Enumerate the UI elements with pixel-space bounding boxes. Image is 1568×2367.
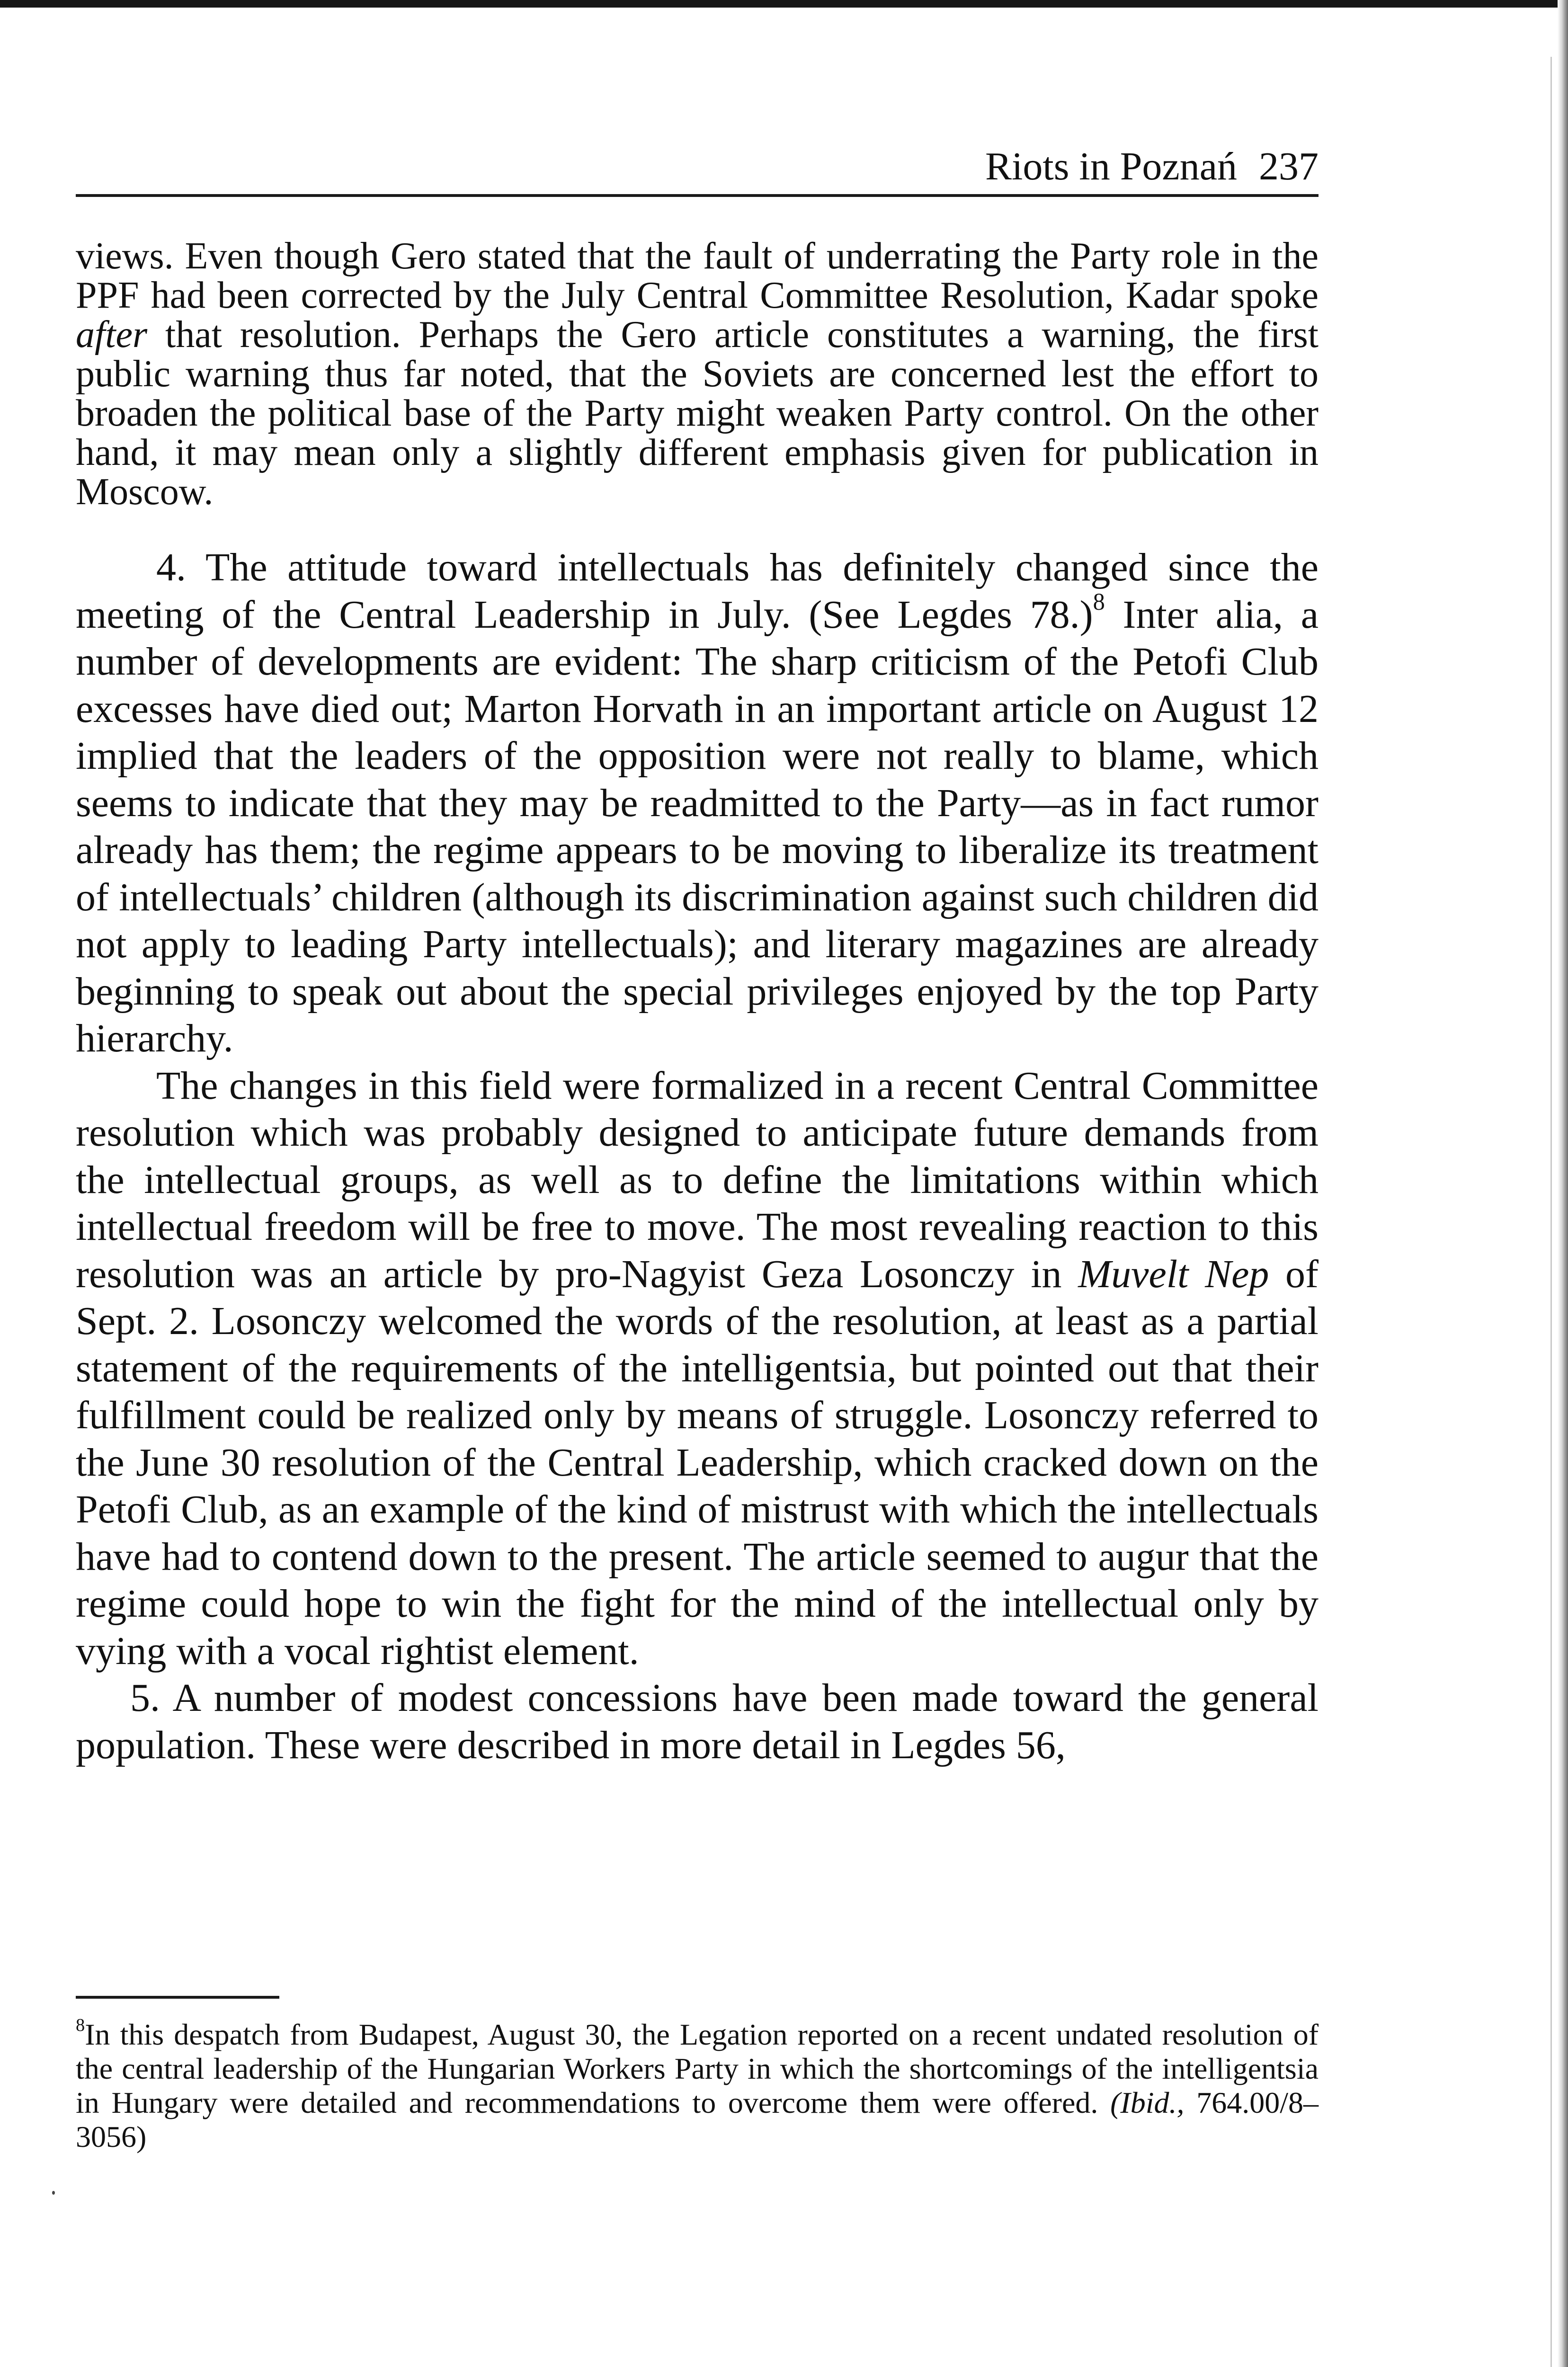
paragraph-1-text-after: that resolution. Perhaps the Gero article constitutes a warning, the first public warning thus far noted, that the Soviets are concerned lest the effort to broaden the political base of the Party might weaken Party control. On the other hand, it may mean only a slightly different emphasis given for publication in Moscow. [76, 314, 1319, 513]
page-number: 237 [1259, 144, 1319, 188]
paragraph-3-emphasis: Muvelt Nep [1078, 1252, 1269, 1296]
footnote-citation-italic: (Ibid., [1110, 2086, 1185, 2119]
paragraph-1-text: views. Even though Gero stated that the fault of underrating the Party role in the PPF had been corrected by the July Central Committee Resolution, Kadar spoke [76, 235, 1319, 316]
running-head [985, 143, 1319, 189]
scan-speck [52, 2191, 55, 2195]
footnote-text: In this despatch from Budapest, August 30, the Legation reported on a recent undated resolution of the central leadership of the Hungarian Workers Party in which the shortcomings of the intelligentsia in Hungary were detailed and recommendations to overcome them were offered. [76, 2018, 1319, 2119]
top-edge-rule [0, 0, 1568, 8]
footnote [76, 2015, 1319, 2154]
paragraph-2-text: 4. The attitude toward intellectuals has definitely changed since the meeting of the Central Leadership in July. (See Legdes 78.) [76, 545, 1319, 637]
footnote-reference: 8 [1093, 588, 1105, 615]
paragraph-1 [76, 237, 1319, 512]
paragraph-2 [76, 544, 1319, 1062]
paragraph-4 [76, 1674, 1319, 1769]
paragraph-1-emphasis: after [76, 314, 148, 356]
paragraph-3-text-after: of Sept. 2. Losonczy welcomed the words of the resolution, at least as a partial statement of the requirements of the intelligentsia, but pointed out that their fulfillment could be realized only by means of struggle. Losonczy referred to the June 30 resolution of the Central Leadership, which cracked down on the Petofi Club, as an example of the kind of mistrust with which the intellectuals have had to contend down to the present. The article seemed to augur that the regime could hope to win the fight for the mind of the intellectual only by vying with a vocal rightist element. [76, 1252, 1319, 1673]
footnote-number: 8 [76, 2015, 85, 2036]
paragraph-3-text: The changes in this field were formalized in a recent Central Committee resolution which was probably designed to anticipate future demands from the intellectual groups, as well as to define the limitations within which intellectual freedom will be free to move. The most revealing reaction to this resolution was an article by pro-Nagyist Geza Losonczy in [76, 1063, 1319, 1296]
running-head-title: Riots in Poznań [985, 144, 1237, 188]
paragraph-3 [76, 1062, 1319, 1675]
paragraph-4-text: 5. A number of modest concessions have been made toward the general population. These were described in more detail in Legdes 56, [76, 1676, 1319, 1767]
page-edge-shadow [1558, 0, 1568, 2367]
body-text [76, 237, 1319, 1769]
footnote-citation: 764.00/8–3056) [76, 2086, 1319, 2153]
paragraph-2-text-after: Inter alia, a number of developments are evident: The sharp criticism of the Petofi Club excesses have died out; Marton Horvath in an important article on August 12 implied that the leaders of the opposition were not really to blame, which seems to indicate that they may be readmitted to the Party—as in fact rumor already has them; the regime appears to be moving to liberalize its treatment of intellectuals’ children (although its discrimination against such children did not apply to leading Party intellectuals); and literary magazines are already beginning to speak out about the special privileges enjoyed by the top Party hierarchy. [76, 592, 1319, 1060]
footnote-rule [76, 1996, 279, 1999]
page-header [76, 142, 1319, 197]
page-edge-line [1550, 57, 1552, 2367]
